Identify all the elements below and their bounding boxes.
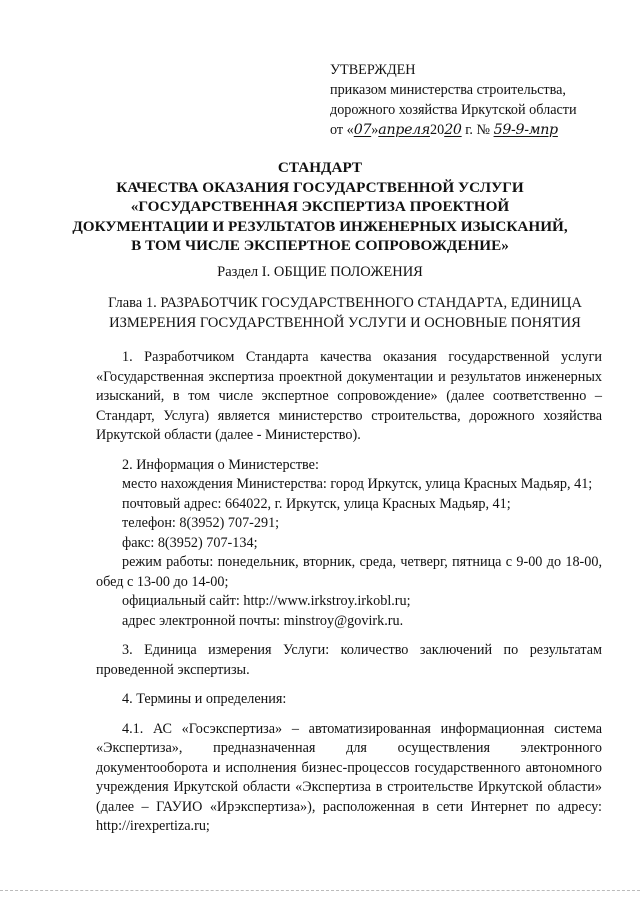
chapter-heading — [85, 293, 605, 333]
scan-edge-divider — [0, 890, 640, 892]
year-prefix: 20 — [430, 122, 445, 138]
title-line-3: «ГОСУДАРСТВЕННАЯ ЭКСПЕРТИЗА ПРОЕКТНОЙ — [130, 198, 510, 215]
handwritten-month: апреля — [378, 122, 430, 138]
approval-date-line — [330, 120, 630, 140]
ministry-postal-address: почтовый адрес: 664022, г. Иркутск, улица Красных Мадьяр, 41; — [122, 495, 511, 512]
approval-line-1: приказом министерства строительства, — [330, 82, 566, 98]
paragraph-4-1: 4.1. АС «Госэкспертиза» – автоматизированная информационная система «Экспертиза», предназначенная для осуществления электронного документооборота и исполнения бизнес-процессов государственного автономного учреждения Иркутской области «Экспертиза в строительстве Иркутской области» (далее – ГАУИО «Ирэкспертиза»), расположенная в сети Интернет по адресу: http://irexpertiza.ru; — [96, 720, 602, 834]
title-line-1: СТАНДАРТ — [277, 159, 363, 176]
handwritten-year: 20 — [444, 122, 462, 138]
ministry-fax: факс: 8(3952) 707-134; — [122, 534, 258, 551]
paragraph-1: 1. Разработчиком Стандарта качества оказания государственной услуги «Государственная экспертиза проектной документации и результатов инженерных изысканий, в том числе экспертное сопровождение» (далее соответственно – Стандарт, Услуга) является министерство строительства, дорожного хозяйства Иркутской области (далее - Министерство). — [96, 349, 602, 443]
paragraph-3: 3. Единица измерения Услуги: количество заключений по результатам проведенной экспертизы. — [96, 642, 602, 678]
ministry-work-hours: режим работы: понедельник, вторник, среда, четверг, пятница с 9-00 до 18-00, обед с 13-00 до 14-00; — [96, 554, 602, 590]
title-line-2: КАЧЕСТВА ОКАЗАНИЯ ГОСУДАРСТВЕННОЙ УСЛУГИ — [116, 178, 524, 196]
ministry-phone: телефон: 8(3952) 707-291; — [122, 515, 280, 531]
section-heading: Раздел I. ОБЩИЕ ПОЛОЖЕНИЯ — [217, 264, 423, 280]
document-title — [60, 158, 580, 256]
title-line-5: В ТОМ ЧИСЛЕ ЭКСПЕРТНОЕ СОПРОВОЖДЕНИЕ» — [131, 237, 509, 254]
approval-stamp — [330, 60, 630, 140]
handwritten-day: 07 — [353, 122, 372, 138]
document-body — [96, 348, 602, 847]
ministry-website: официальный сайт: http://www.irkstroy.irkobl.ru; — [122, 593, 411, 609]
title-line-4: ДОКУМЕНТАЦИИ И РЕЗУЛЬТАТОВ ИНЖЕНЕРНЫХ ИЗЫСКАНИЙ, — [72, 217, 568, 235]
paragraph-2 — [96, 456, 602, 632]
paragraph-4: 4. Термины и определения: — [122, 691, 287, 707]
chapter-line-2: ИЗМЕРЕНИЯ ГОСУДАРСТВЕННОЙ УСЛУГИ И ОСНОВНЫЕ ПОНЯТИЯ — [109, 315, 581, 331]
paragraph-2-heading: 2. Информация о Министерстве: — [122, 456, 319, 473]
chapter-line-1: Глава 1. РАЗРАБОТЧИК ГОСУДАРСТВЕННОГО СТАНДАРТА, ЕДИНИЦА — [108, 295, 582, 311]
approval-line-2: дорожного хозяйства Иркутской области — [330, 102, 577, 118]
handwritten-order-number: 59-9-мпр — [493, 122, 558, 138]
ministry-email: адрес электронной почты: minstroy@govirk.ru. — [122, 612, 404, 629]
date-prefix: от « — [330, 122, 354, 138]
date-mid: » — [371, 122, 379, 138]
ministry-location: место нахождения Министерства: город Иркутск, улица Красных Мадьяр, 41; — [122, 476, 593, 492]
date-after: г. № — [461, 122, 494, 138]
approval-heading: УТВЕРЖДЕН — [330, 62, 416, 78]
